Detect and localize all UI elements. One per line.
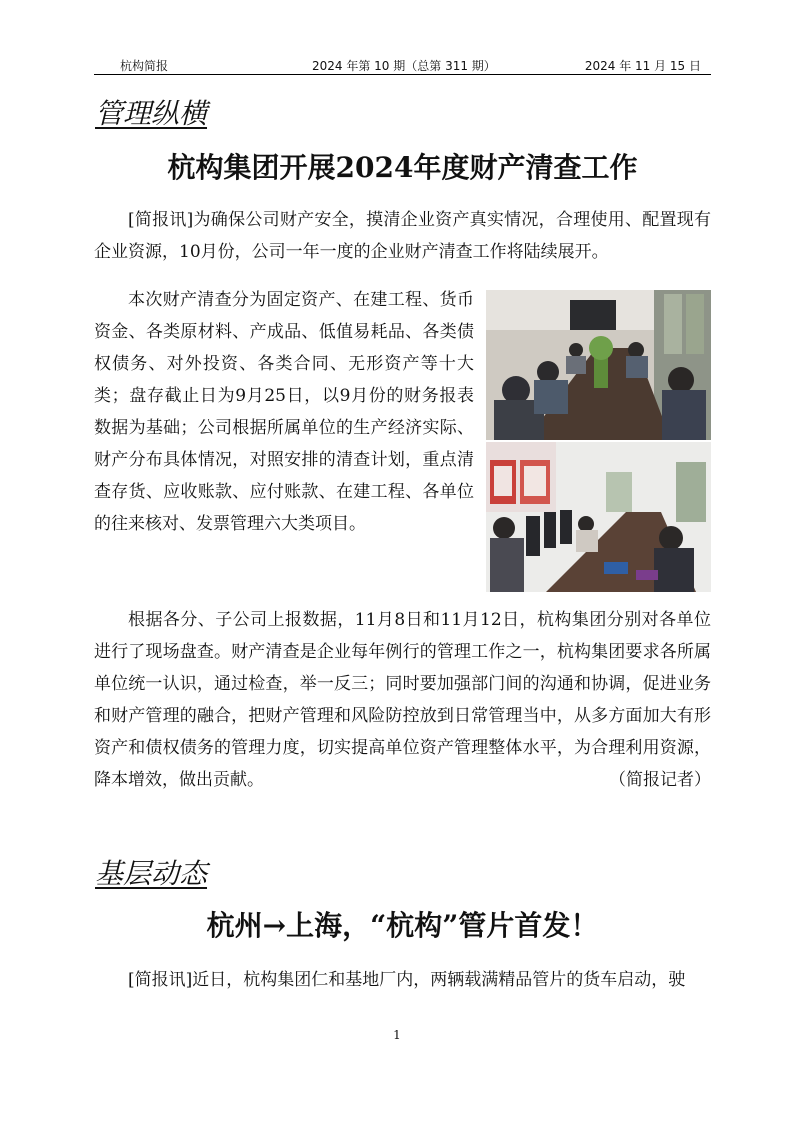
page-number: 1 (393, 1028, 401, 1042)
meeting-photo-bottom (486, 442, 711, 592)
article1-paragraph-3-text: 根据各分、子公司上报数据，11月8日和11月12日，杭构集团分别对各单位进行了现场盘查。财产清查是企业每年例行的管理工作之一，杭构集团要求各所属单位统一认识，通过检查，举一反三；同时要加强部门间的沟通和协调，促进业务和财产管理的融合，把财产管理和风险防控放到日常管理当中，从多方面加大有形资产和债权债务的管理力度，切实提高单位资产管理整体水平，为合理利用资源，降本增效，做出贡献。 (94, 610, 711, 790)
section-title-management: 管理纵横 (95, 97, 208, 130)
running-header (94, 55, 711, 75)
article1-paragraph-2: 本次财产清查分为固定资产、在建工程、货币资金、各类原材料、产成品、低值易耗品、各类债权债务、对外投资、各类合同、无形资产等十大类；盘存截止日为9月25日，以9月份的财务报表数据为基础；公司根据所属单位的生产经济实际、财产分布具体情况，对照安排的清查计划，重点清查存货、应收账款、应付账款、在建工程、各单位的往来核对、发票管理六大类项目。 (94, 290, 474, 534)
article-headline-segment-shipment: 杭州→上海，“杭构”管片首发！ (206, 909, 599, 942)
header-issue-number: 2024 年第 10 期（总第 311 期） (312, 59, 496, 73)
section-title-grassroots: 基层动态 (95, 857, 208, 890)
article-headline-asset-inventory: 杭构集团开展2024年度财产清查工作 (167, 151, 638, 184)
header-rule (94, 74, 711, 75)
article2-paragraph-1: [简报讯]近日，杭构集团仁和基地厂内，两辆载满精品管片的货车启动，驶 (128, 970, 686, 990)
header-date: 2024 年 11 月 15 日 (584, 59, 701, 73)
article1-byline: （简报记者） (609, 770, 711, 790)
meeting-photo-top (486, 290, 711, 440)
article1-paragraph-1: [简报讯]为确保公司财产安全，摸清企业资产真实情况，合理使用、配置现有企业资源，10月份，公司一年一度的企业财产清查工作将陆续展开。 (94, 210, 711, 262)
header-publication-name: 杭构简报 (120, 59, 169, 73)
article1-paragraph-3 (94, 604, 711, 796)
